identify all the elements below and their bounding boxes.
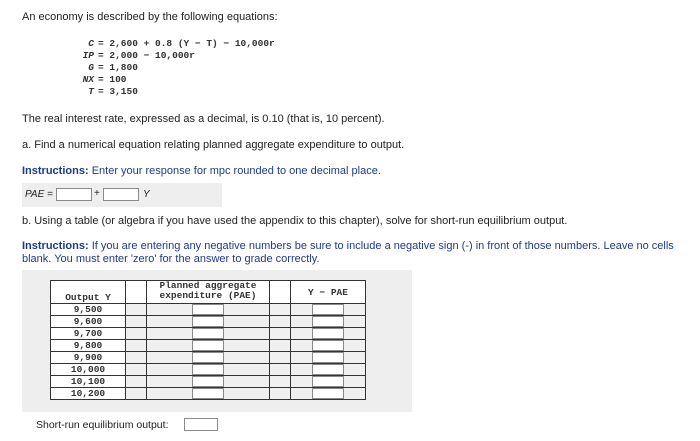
y-minus-pae-input[interactable]: [312, 304, 344, 315]
output-cell: 10,200: [51, 388, 126, 400]
intro-text: An economy is described by the following equations:: [22, 11, 278, 23]
y-minus-pae-input[interactable]: [312, 316, 344, 327]
table-row: [51, 364, 366, 376]
row-spacer: [270, 352, 291, 364]
row-spacer: [126, 352, 147, 364]
pae-cell: [147, 376, 270, 388]
pae-cell: [147, 304, 270, 316]
part-a-question: a. Find a numerical equation relating planned aggregate expenditure to output.: [22, 139, 405, 151]
equation-net-exports: NX = 100: [82, 74, 127, 85]
table-row: [51, 304, 366, 316]
output-cell: 9,500: [51, 304, 126, 316]
pae-cell: [147, 328, 270, 340]
ype-cell: [291, 304, 366, 316]
autonomous-expenditure-input[interactable]: [56, 188, 92, 201]
pae-input[interactable]: [192, 388, 224, 399]
pae-input[interactable]: [192, 364, 224, 375]
table-row: [51, 376, 366, 388]
header-y-minus-pae: Y − PAE: [291, 281, 366, 304]
equation-consumption: C = 2,600 + 0.8 (Y − T) − 10,000r: [88, 38, 275, 49]
table-row: [51, 328, 366, 340]
row-spacer: [126, 304, 147, 316]
y-minus-pae-input[interactable]: [312, 328, 344, 339]
pae-cell: [147, 352, 270, 364]
y-minus-pae-input[interactable]: [312, 352, 344, 363]
output-cell: 10,000: [51, 364, 126, 376]
pae-cell: [147, 364, 270, 376]
y-minus-pae-input[interactable]: [312, 340, 344, 351]
pae-input[interactable]: [192, 376, 224, 387]
y-minus-pae-input[interactable]: [312, 376, 344, 387]
row-spacer: [270, 328, 291, 340]
row-spacer: [270, 364, 291, 376]
pae-input[interactable]: [192, 316, 224, 327]
y-label: Y: [143, 189, 150, 200]
pae-label: PAE =: [25, 189, 53, 200]
plus-sign: +: [94, 188, 100, 199]
pae-cell: [147, 316, 270, 328]
output-cell: 10,100: [51, 376, 126, 388]
equation-government: G = 1,800: [88, 62, 138, 73]
equation-taxes: T = 3,150: [88, 86, 138, 97]
header-pae: Planned aggregate expenditure (PAE): [147, 281, 270, 304]
header-output: Output Y: [51, 281, 126, 304]
equilibrium-label: Short-run equilibrium output:: [36, 419, 169, 431]
part-b-instructions: Instructions: If you are entering any negative numbers be sure to include a negative sign (-) in front of those numbers. Leave no cells blank. You must enter 'zero' for the answer to grade correctly.: [22, 240, 674, 265]
y-minus-pae-input[interactable]: [312, 364, 344, 375]
ype-cell: [291, 316, 366, 328]
pae-input[interactable]: [192, 304, 224, 315]
equation-investment: IP = 2,000 − 10,000r: [82, 50, 195, 61]
row-spacer: [270, 304, 291, 316]
ype-cell: [291, 388, 366, 400]
table-row: [51, 352, 366, 364]
row-spacer: [270, 340, 291, 352]
row-spacer: [126, 388, 147, 400]
ype-cell: [291, 328, 366, 340]
ype-cell: [291, 364, 366, 376]
output-cell: 9,900: [51, 352, 126, 364]
header-spacer-1: [126, 281, 147, 304]
pae-input[interactable]: [192, 340, 224, 351]
pae-input[interactable]: [192, 352, 224, 363]
equilibrium-output-input[interactable]: [184, 418, 218, 431]
pae-cell: [147, 340, 270, 352]
row-spacer: [126, 340, 147, 352]
output-cell: 9,800: [51, 340, 126, 352]
row-spacer: [126, 376, 147, 388]
part-a-instructions: Instructions: Enter your response for mpc rounded to one decimal place.: [22, 165, 381, 177]
output-cell: 9,600: [51, 316, 126, 328]
mpc-input[interactable]: [103, 188, 139, 201]
ype-cell: [291, 376, 366, 388]
table-row: [51, 340, 366, 352]
row-spacer: [270, 388, 291, 400]
header-spacer-2: [270, 281, 291, 304]
row-spacer: [270, 316, 291, 328]
ype-cell: [291, 340, 366, 352]
ype-cell: [291, 352, 366, 364]
equilibrium-table: [50, 280, 366, 400]
row-spacer: [270, 376, 291, 388]
row-spacer: [126, 364, 147, 376]
pae-input[interactable]: [192, 328, 224, 339]
table-row: [51, 316, 366, 328]
part-b-question: b. Using a table (or algebra if you have used the appendix to this chapter), solve for short-run equilibrium output.: [22, 215, 568, 227]
output-cell: 9,700: [51, 328, 126, 340]
interest-rate-text: The real interest rate, expressed as a decimal, is 0.10 (that is, 10 percent).: [22, 113, 385, 125]
table-row: [51, 388, 366, 400]
row-spacer: [126, 316, 147, 328]
pae-cell: [147, 388, 270, 400]
row-spacer: [126, 328, 147, 340]
y-minus-pae-input[interactable]: [312, 388, 344, 399]
